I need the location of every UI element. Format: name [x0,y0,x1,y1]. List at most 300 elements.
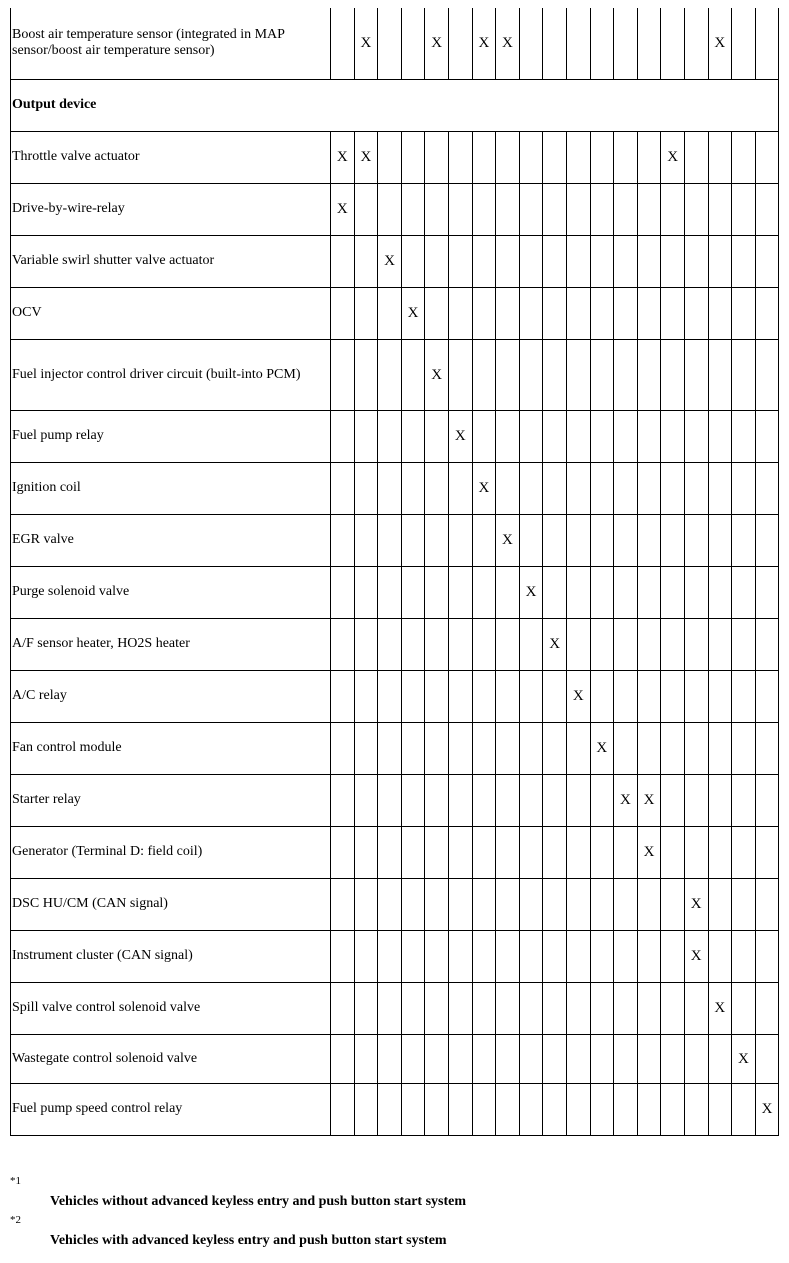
empty-cell [543,826,567,878]
empty-cell [684,410,708,462]
empty-cell [472,826,496,878]
empty-cell [614,826,638,878]
empty-cell [661,8,685,79]
empty-cell [684,183,708,235]
mark-cell: X [425,8,449,79]
empty-cell [590,287,614,339]
row-label: Ignition coil [11,462,331,514]
table-row [11,826,779,878]
empty-cell [661,618,685,670]
empty-cell [401,131,425,183]
empty-cell [496,131,520,183]
empty-cell [401,8,425,79]
empty-cell [708,1083,732,1135]
empty-cell [401,1083,425,1135]
row-label: Boost air temperature sensor (integrated in MAP sensor/boost air temperature sensor) [11,8,331,79]
mark-cell: X [331,183,355,235]
empty-cell [448,1034,472,1083]
empty-cell [425,514,449,566]
empty-cell [472,339,496,410]
empty-cell [331,8,355,79]
table-row [11,566,779,618]
empty-cell [331,462,355,514]
empty-cell [448,287,472,339]
empty-cell [331,339,355,410]
empty-cell [519,235,543,287]
empty-cell [354,826,378,878]
empty-cell [448,131,472,183]
empty-cell [378,514,402,566]
empty-cell [614,618,638,670]
empty-cell [354,410,378,462]
empty-cell [378,339,402,410]
empty-cell [708,1034,732,1083]
empty-cell [496,670,520,722]
empty-cell [732,183,756,235]
empty-cell [331,722,355,774]
empty-cell [637,410,661,462]
empty-cell [331,514,355,566]
empty-cell [401,183,425,235]
empty-cell [755,339,779,410]
table-row [11,1083,779,1135]
empty-cell [590,1034,614,1083]
empty-cell [590,183,614,235]
empty-cell [401,670,425,722]
empty-cell [543,410,567,462]
empty-cell [378,566,402,618]
table-row [11,618,779,670]
empty-cell [614,670,638,722]
empty-cell [354,462,378,514]
empty-cell [637,982,661,1034]
empty-cell [708,287,732,339]
empty-cell [708,131,732,183]
empty-cell [755,235,779,287]
table-row [11,287,779,339]
empty-cell [425,1083,449,1135]
empty-cell [425,131,449,183]
mark-cell: X [684,930,708,982]
empty-cell [732,339,756,410]
footnote-marker-2: *2 [10,1214,21,1226]
empty-cell [590,514,614,566]
empty-cell [331,774,355,826]
empty-cell [425,1034,449,1083]
empty-cell [732,514,756,566]
mark-cell: X [378,235,402,287]
table-row [11,462,779,514]
empty-cell [472,1083,496,1135]
empty-cell [378,618,402,670]
empty-cell [732,462,756,514]
empty-cell [331,618,355,670]
empty-cell [496,826,520,878]
table-row [11,131,779,183]
row-label: A/C relay [11,670,331,722]
empty-cell [614,878,638,930]
empty-cell [448,722,472,774]
empty-cell [472,774,496,826]
empty-cell [637,131,661,183]
empty-cell [684,774,708,826]
empty-cell [543,1034,567,1083]
empty-cell [684,1083,708,1135]
empty-cell [732,982,756,1034]
empty-cell [684,287,708,339]
empty-cell [448,183,472,235]
empty-cell [566,878,590,930]
empty-cell [614,131,638,183]
empty-cell [614,1083,638,1135]
empty-cell [614,339,638,410]
empty-cell [708,514,732,566]
mark-cell: X [590,722,614,774]
row-label: DSC HU/CM (CAN signal) [11,878,331,930]
empty-cell [566,287,590,339]
mark-cell: X [614,774,638,826]
empty-cell [472,131,496,183]
empty-cell [708,339,732,410]
empty-cell [543,514,567,566]
empty-cell [331,1034,355,1083]
empty-cell [543,131,567,183]
row-label: Fuel pump relay [11,410,331,462]
empty-cell [425,462,449,514]
empty-cell [331,878,355,930]
empty-cell [354,566,378,618]
empty-cell [684,131,708,183]
empty-cell [566,826,590,878]
empty-cell [566,410,590,462]
empty-cell [637,462,661,514]
row-label: Instrument cluster (CAN signal) [11,930,331,982]
row-label: Purge solenoid valve [11,566,331,618]
empty-cell [755,410,779,462]
empty-cell [566,514,590,566]
empty-cell [401,618,425,670]
empty-cell [637,930,661,982]
empty-cell [732,131,756,183]
empty-cell [543,930,567,982]
empty-cell [519,930,543,982]
table-row [11,339,779,410]
empty-cell [331,287,355,339]
empty-cell [472,566,496,618]
mark-cell: X [331,131,355,183]
empty-cell [661,878,685,930]
empty-cell [496,1083,520,1135]
empty-cell [566,774,590,826]
empty-cell [637,339,661,410]
empty-cell [378,410,402,462]
row-label: Throttle valve actuator [11,131,331,183]
empty-cell [661,566,685,618]
empty-cell [661,826,685,878]
empty-cell [354,774,378,826]
empty-cell [755,982,779,1034]
section-header: Output device [11,79,779,131]
empty-cell [590,462,614,514]
empty-cell [566,183,590,235]
empty-cell [378,930,402,982]
empty-cell [684,1034,708,1083]
empty-cell [331,410,355,462]
empty-cell [755,774,779,826]
empty-cell [496,462,520,514]
empty-cell [354,670,378,722]
empty-cell [708,410,732,462]
empty-cell [425,774,449,826]
empty-cell [684,722,708,774]
empty-cell [637,287,661,339]
empty-cell [708,826,732,878]
mark-cell: X [496,514,520,566]
empty-cell [543,235,567,287]
empty-cell [496,930,520,982]
empty-cell [590,1083,614,1135]
empty-cell [401,774,425,826]
empty-cell [378,982,402,1034]
empty-cell [661,1083,685,1135]
empty-cell [519,670,543,722]
empty-cell [401,878,425,930]
empty-cell [378,670,402,722]
table-row [11,670,779,722]
empty-cell [614,1034,638,1083]
empty-cell [519,982,543,1034]
mark-cell: X [566,670,590,722]
empty-cell [684,566,708,618]
empty-cell [732,1083,756,1135]
empty-cell [425,826,449,878]
empty-cell [732,826,756,878]
empty-cell [448,235,472,287]
empty-cell [566,618,590,670]
empty-cell [732,8,756,79]
mark-cell: X [472,8,496,79]
mark-cell: X [637,774,661,826]
empty-cell [519,287,543,339]
empty-cell [732,774,756,826]
empty-cell [755,826,779,878]
empty-cell [637,183,661,235]
empty-cell [637,566,661,618]
empty-cell [755,618,779,670]
empty-cell [425,982,449,1034]
empty-cell [543,722,567,774]
row-label: Fuel injector control driver circuit (built-into PCM) [11,339,331,410]
empty-cell [614,514,638,566]
mark-cell: X [519,566,543,618]
empty-cell [684,8,708,79]
table-row [11,1034,779,1083]
empty-cell [590,566,614,618]
empty-cell [543,8,567,79]
empty-cell [378,183,402,235]
empty-cell [732,618,756,670]
empty-cell [519,618,543,670]
empty-cell [543,339,567,410]
empty-cell [755,287,779,339]
row-label: Fan control module [11,722,331,774]
empty-cell [614,930,638,982]
empty-cell [448,982,472,1034]
empty-cell [732,287,756,339]
empty-cell [519,826,543,878]
empty-cell [590,618,614,670]
empty-cell [614,722,638,774]
empty-cell [708,618,732,670]
mark-cell: X [543,618,567,670]
mark-cell: X [425,339,449,410]
empty-cell [378,722,402,774]
empty-cell [755,930,779,982]
empty-cell [425,235,449,287]
empty-cell [448,1083,472,1135]
empty-cell [590,8,614,79]
empty-cell [401,982,425,1034]
empty-cell [378,826,402,878]
empty-cell [519,774,543,826]
empty-cell [448,826,472,878]
empty-cell [543,982,567,1034]
empty-cell [354,339,378,410]
empty-cell [472,670,496,722]
empty-cell [354,878,378,930]
empty-cell [708,462,732,514]
empty-cell [401,235,425,287]
mark-cell: X [496,8,520,79]
empty-cell [519,462,543,514]
empty-cell [401,462,425,514]
empty-cell [378,462,402,514]
empty-cell [684,826,708,878]
empty-cell [684,670,708,722]
empty-cell [472,722,496,774]
empty-cell [566,235,590,287]
empty-cell [519,339,543,410]
empty-cell [543,183,567,235]
empty-cell [566,566,590,618]
empty-cell [401,514,425,566]
empty-cell [401,826,425,878]
empty-cell [448,670,472,722]
empty-cell [472,410,496,462]
empty-cell [590,878,614,930]
empty-cell [496,982,520,1034]
empty-cell [472,1034,496,1083]
empty-cell [496,339,520,410]
empty-cell [543,462,567,514]
row-label: Drive-by-wire-relay [11,183,331,235]
empty-cell [354,618,378,670]
empty-cell [590,982,614,1034]
empty-cell [661,930,685,982]
empty-cell [472,878,496,930]
empty-cell [661,514,685,566]
mark-cell: X [472,462,496,514]
empty-cell [566,8,590,79]
empty-cell [401,339,425,410]
empty-cell [708,774,732,826]
table-row [11,410,779,462]
empty-cell [425,287,449,339]
empty-cell [708,930,732,982]
empty-cell [401,566,425,618]
empty-cell [637,514,661,566]
empty-cell [354,514,378,566]
empty-cell [519,8,543,79]
empty-cell [661,1034,685,1083]
empty-cell [732,235,756,287]
mark-cell: X [354,8,378,79]
empty-cell [354,1034,378,1083]
empty-cell [496,1034,520,1083]
empty-cell [684,514,708,566]
mark-cell: X [708,8,732,79]
table-row [11,982,779,1034]
empty-cell [590,826,614,878]
mark-cell: X [448,410,472,462]
empty-cell [378,8,402,79]
empty-cell [472,287,496,339]
empty-cell [519,1034,543,1083]
empty-cell [472,235,496,287]
empty-cell [496,183,520,235]
empty-cell [637,235,661,287]
empty-cell [732,930,756,982]
empty-cell [401,410,425,462]
empty-cell [331,826,355,878]
empty-cell [354,722,378,774]
empty-cell [378,1083,402,1135]
empty-cell [661,235,685,287]
empty-cell [543,878,567,930]
empty-cell [425,618,449,670]
mark-cell: X [661,131,685,183]
empty-cell [496,722,520,774]
empty-cell [566,339,590,410]
empty-cell [614,410,638,462]
empty-cell [590,930,614,982]
row-label: Wastegate control solenoid valve [11,1034,331,1083]
empty-cell [543,287,567,339]
empty-cell [496,235,520,287]
empty-cell [732,878,756,930]
empty-cell [543,670,567,722]
mark-cell: X [755,1083,779,1135]
empty-cell [590,670,614,722]
table-row [11,722,779,774]
empty-cell [755,878,779,930]
empty-cell [566,722,590,774]
empty-cell [519,183,543,235]
empty-cell [708,566,732,618]
empty-cell [519,722,543,774]
empty-cell [354,183,378,235]
empty-cell [637,878,661,930]
empty-cell [755,462,779,514]
table-row [11,774,779,826]
empty-cell [661,410,685,462]
empty-cell [684,618,708,670]
empty-cell [496,878,520,930]
empty-cell [425,183,449,235]
empty-cell [378,1034,402,1083]
row-label: Spill valve control solenoid valve [11,982,331,1034]
empty-cell [331,566,355,618]
